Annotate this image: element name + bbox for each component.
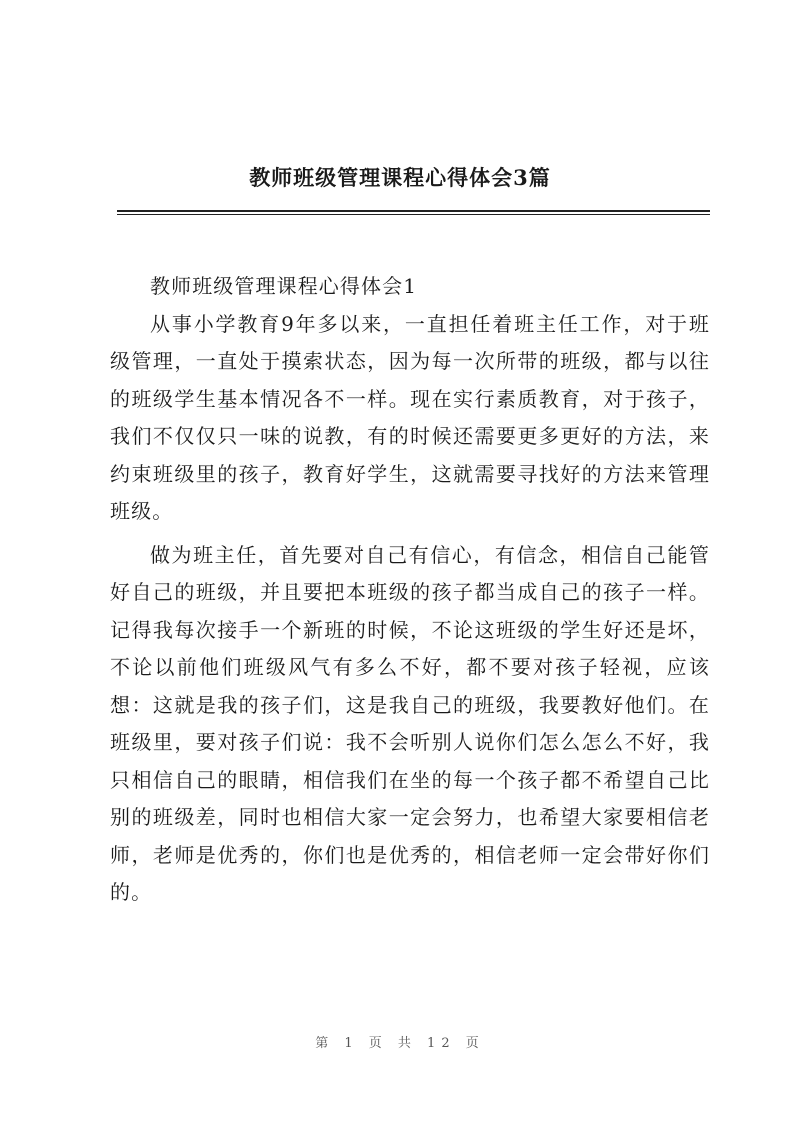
title-divider (117, 210, 710, 212)
document-body (110, 268, 710, 912)
page-title: 教师班级管理课程心得体会3篇 (249, 165, 551, 190)
paragraph-2: 做为班主任，首先要对自己有信心，有信念，相信自己能管好自己的班级，并且要把本班级的孩子都当成自己的孩子一样。记得我每次接手一个新班的时候，不论这班级的学生好还是坏，不论以前他们班级风气有多么不好，都不要对孩子轻视，应该想：这就是我的孩子们，这是我自己的班级，我要教好他们。在班级里，要对孩子们说：我不会听别人说你们怎么怎么不好，我只相信自己的眼睛，相信我们在坐的每一个孩子都不希望自己比别的班级差，同时也相信大家一定会努力，也希望大家要相信老师，老师是优秀的，你们也是优秀的，相信老师一定会带好你们的。 (110, 542, 710, 904)
paragraph-1: 从事小学教育9年多以来，一直担任着班主任工作，对于班级管理，一直处于摸索状态，因为每一次所带的班级，都与以往的班级学生基本情况各不一样。现在实行素质教育，对于孩子，我们不仅仅只一味的说教，有的时候还需要更多更好的方法，来约束班级里的孩子，教育好学生，这就需要寻找好的方法来管理班级。 (110, 311, 710, 523)
title-divider-thin (117, 214, 710, 215)
page-footer: 第 1 页 共 12 页 (315, 1036, 485, 1051)
section-heading: 教师班级管理课程心得体会1 (150, 274, 418, 298)
